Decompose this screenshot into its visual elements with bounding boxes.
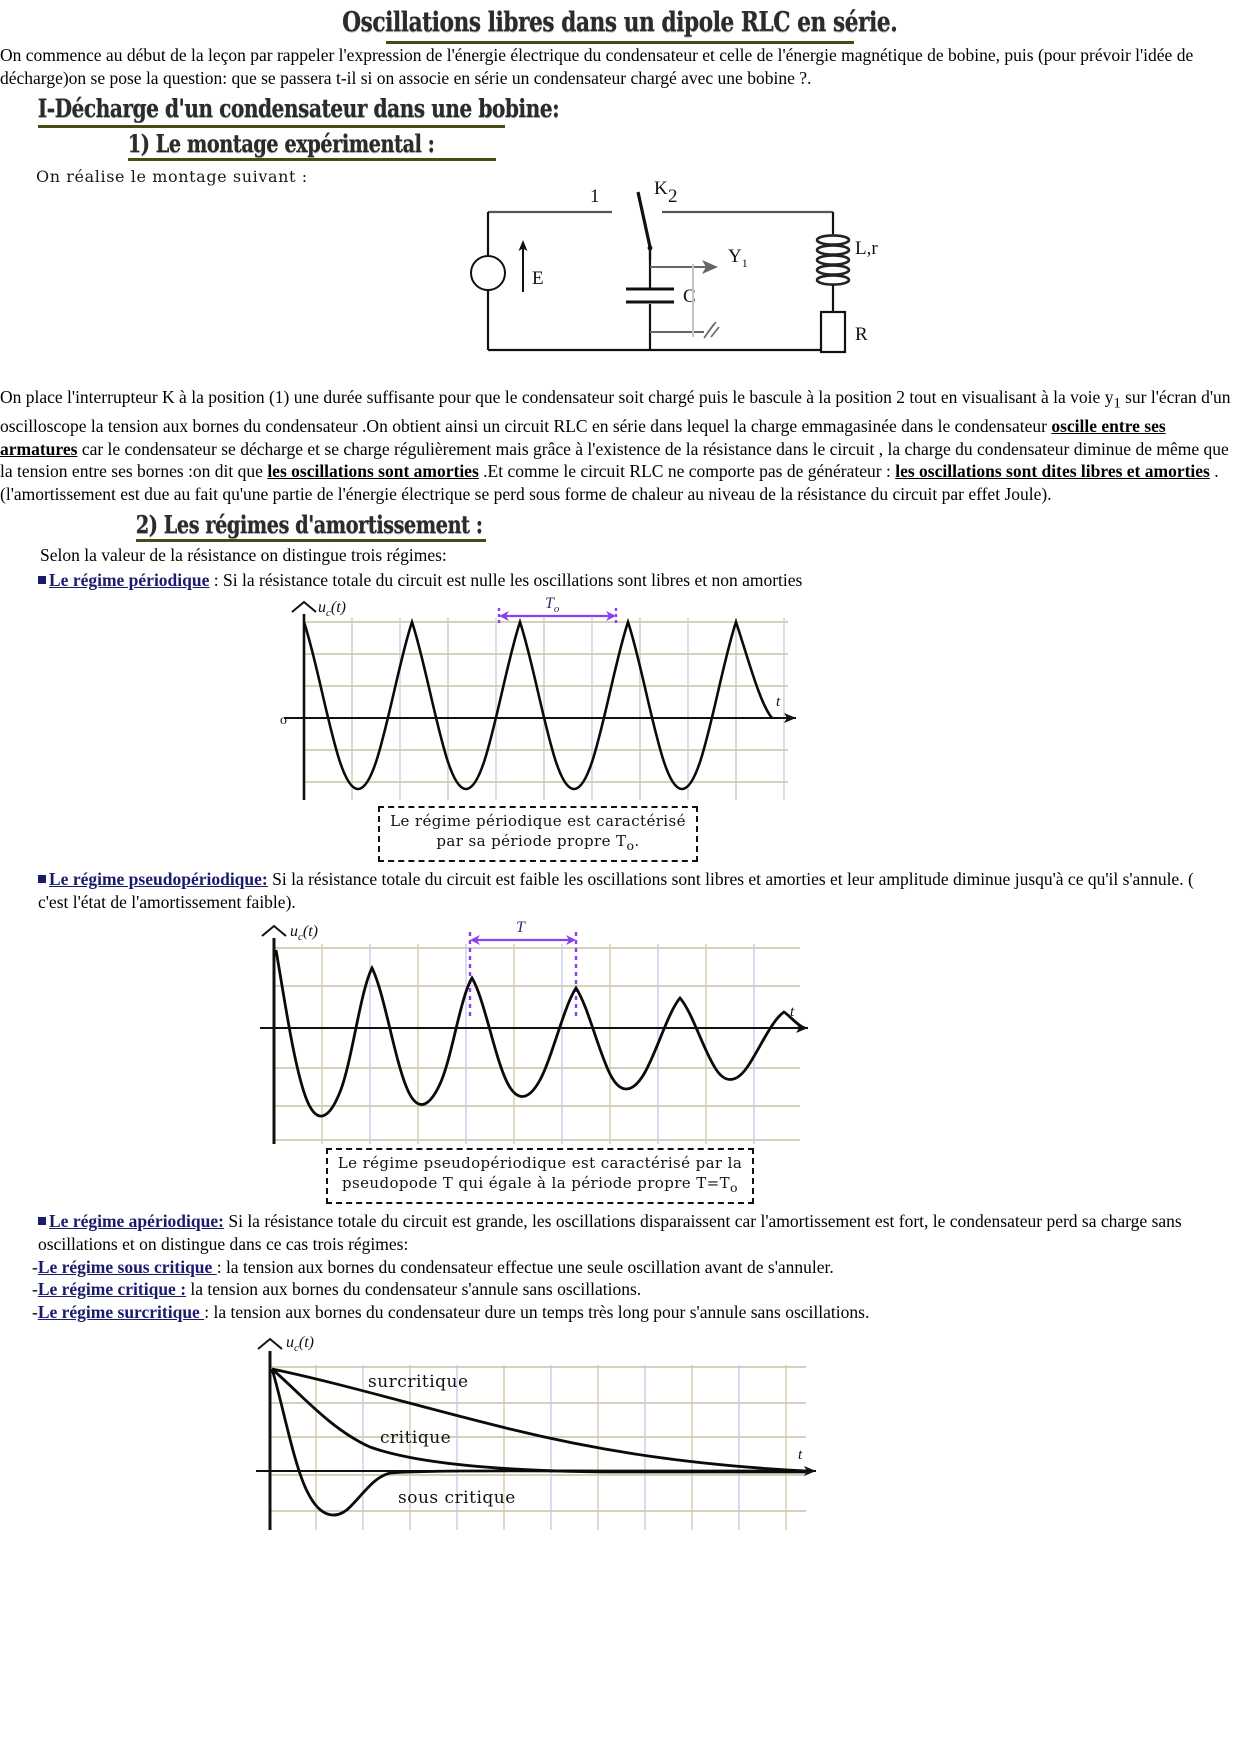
para-part-5: . (1209, 461, 1219, 481)
emph-oscillations-amorties: les oscillations sont amorties (267, 461, 479, 481)
graph2-period-annotation (470, 919, 576, 1020)
page-title: Oscillations libres dans un dipole RLC en série. (342, 7, 898, 38)
sous-critique-dash: - (32, 1256, 38, 1277)
para-part-3: car le condensateur se décharge et se charge régulièrement mais grâce à l'existence de la résistance dans le circuit , la charge du condensateur diminue de même que la tension entre ses bornes :on dit que (0, 438, 1229, 481)
critique-text: la tension aux bornes du condensateur s'annule sans oscillations. (190, 1279, 642, 1299)
inductor-coil (817, 212, 849, 312)
label-Lr: L,r (855, 238, 878, 259)
regime-periodique-row (38, 569, 1210, 592)
para-part-4: .Et comme le circuit RLC ne comporte pas de générateur : (478, 461, 896, 481)
emph-oscille-armatures: oscille entre ses armatures (0, 416, 1166, 459)
graph1-caption-line2-text: par sa période propre T (436, 831, 627, 850)
section-1-2-heading-block (136, 511, 1240, 542)
bullet-square-icon (38, 576, 46, 584)
sous-critique-text: la tension aux bornes du condensateur effectue une seule oscillation avant de s'annuler. (225, 1256, 834, 1277)
surcritique-sep: : (204, 1301, 214, 1322)
para-part-1: On place l'interrupteur K à la position (1) une durée suffisante pour que le condensateur soit chargé puis le bascule à la position 2 tout en visualisant à la voie y (0, 387, 1114, 407)
graph1-period-annotation (499, 595, 616, 626)
capacitor-symbol (626, 289, 674, 302)
section-1-1-heading-block (128, 130, 1240, 161)
sous-critique-name: Le régime sous critique (37, 1256, 217, 1277)
surcritique-name: Le régime surcritique (37, 1301, 205, 1322)
graph-periodique (268, 594, 808, 806)
critique-name: Le régime critique : (37, 1279, 187, 1299)
graph2-ylabel: $u_c(t)$ (290, 922, 318, 943)
label-position-1: 1 (590, 186, 600, 207)
y-subscript: 1 (1113, 395, 1121, 412)
sous-critique-row (32, 1256, 1210, 1279)
section-1-1-underline (128, 158, 496, 161)
regime-periodique-name: Le régime périodique (49, 569, 210, 590)
surcritique-dash: - (32, 1301, 38, 1322)
regime-aperiodique-row (38, 1210, 1210, 1256)
section-1-underline (38, 125, 505, 128)
graph-periodique-block (268, 594, 1240, 862)
title-block (0, 0, 1240, 44)
graph3-ylabel: $u_c(t)$ (286, 1334, 314, 1354)
bullet-square-icon-3 (38, 1217, 46, 1225)
main-explanation-paragraph (0, 386, 1240, 483)
critique-row (32, 1278, 1210, 1301)
graph1-caption-line2 (390, 831, 686, 856)
label-E: E (532, 268, 544, 289)
graph3-label-surcritique: surcritique (368, 1372, 469, 1392)
switch-K (638, 192, 652, 260)
graph1-ylabel: $u_c(t)$ (318, 598, 346, 619)
graph1-grid (304, 618, 788, 800)
graph2-caption-line1: Le régime pseudopériodique est caractérisé par la (337, 1153, 743, 1172)
joule-note-paragraph: (l'amortissement est due au fait qu'une partie de l'énergie électrique se perd sous forme de chaleur au niveau de la résistance du circuit par effet Joule). (0, 483, 1052, 504)
graph1-caption-sub: o (626, 837, 635, 853)
graph-aperiodique-block (250, 1325, 1240, 1540)
resistor-symbol (821, 312, 845, 352)
para-part-2: sur l'écran d'un oscilloscope la tension aux bornes du condensateur .On obtient ainsi un circuit RLC en série dans lequel la charge emmagasinée dans le condensateur (0, 387, 1231, 436)
section-1-2-underline (136, 539, 486, 542)
graph2-curve (276, 950, 804, 1116)
graph-pseudo-block (260, 916, 1240, 1204)
graph-pseudoperiodique (260, 916, 820, 1148)
regime-pseudo-text: Si la résistance totale du circuit est faible les oscillations sont libres et amorties et leur amplitude diminue jusqu'à ce qu'il s'annule. ( c'est l'état de l'amortissement faible). (38, 868, 1194, 912)
graph2-caption (326, 1148, 754, 1204)
graph1-caption-wrap (268, 806, 808, 862)
critique-dash: - (32, 1279, 38, 1299)
section-1-1-heading: 1) Le montage expérimental : (128, 129, 435, 158)
section-1-heading-block (38, 95, 1240, 128)
montage-lead-text: On réalise le montage suivant : (36, 167, 308, 186)
section-1-2-heading: 2) Les régimes d'amortissement : (136, 510, 483, 539)
graph1-caption-tail: . (634, 831, 640, 850)
surcritique-row (32, 1301, 1210, 1324)
intro-paragraph: On commence au début de la leçon par rappeler l'expression de l'énergie électrique du condensateur et celle de l'énergie magnétique de bobine, puis (pour prévoir l'idée de décharge)on se pose la question: que se passera t-il si on associe en série un condensateur chargé avec une bobine ?. (0, 45, 1194, 88)
graph2-caption-wrap (260, 1148, 820, 1204)
graph2-caption-line2 (338, 1173, 742, 1198)
label-C: C (683, 286, 696, 307)
regime-pseudo-row (38, 868, 1210, 914)
graph-aperiodique (250, 1325, 830, 1540)
graph3-label-sous-critique: sous critique (398, 1488, 516, 1508)
regime-pseudo-name: Le régime pseudopériodique: (49, 868, 268, 889)
surcritique-text: la tension aux bornes du condensateur dure un temps très long pour s'annule sans oscillations. (213, 1301, 870, 1322)
graph2-xlabel: t (790, 1003, 795, 1020)
graph3-curve-surcritique (272, 1369, 806, 1471)
circuit-diagram (440, 172, 890, 372)
circuit-svg (440, 172, 890, 372)
generator-symbol (471, 256, 505, 290)
graph3-xlabel: t (798, 1447, 803, 1463)
emf-arrow (519, 240, 528, 292)
label-Y1: $Y_1$ (728, 246, 748, 270)
bullet-square-icon-2 (38, 875, 46, 883)
regime-periodique-sep: : (209, 569, 224, 590)
graph2-caption-line2-text: pseudopode T qui égale à la période propre T=T (342, 1173, 730, 1192)
graph1-curve (304, 622, 772, 789)
graph3-curve-critique (272, 1369, 806, 1472)
regime-periodique-text: Si la résistance totale du circuit est nulle les oscillations sont libres et non amorties (223, 569, 803, 590)
regime-aperiodique-text: Si la résistance totale du circuit est grande, les oscillations disparaissent car l'amortissement est fort, le condensateur perd sa charge sans oscillations et on distingue dans ce cas trois régimes: (38, 1210, 1182, 1254)
graph1-origin-label: o (280, 712, 287, 728)
graph1-xlabel: t (776, 693, 781, 710)
label-R: R (855, 324, 868, 345)
label-K: K (654, 178, 668, 199)
graph1-caption-line1: Le régime périodique est caractérisé (390, 811, 686, 830)
label-position-2: 2 (668, 186, 678, 207)
graph1-period-label: $T_o$ (545, 594, 560, 615)
section-1-heading: I-Décharge d'un condensateur dans une bobine: (38, 94, 560, 123)
graph2-caption-sub: o (730, 1179, 738, 1195)
regimes-lead-text: Selon la valeur de la résistance on distingue trois régimes: (40, 545, 447, 565)
graph1-caption (378, 806, 698, 862)
graph3-label-critique: critique (380, 1428, 452, 1448)
emph-libres-amorties: les oscillations sont dites libres et amorties (895, 461, 1210, 481)
graph3-curve-sous-critique (272, 1369, 806, 1515)
sous-critique-sep: : (216, 1256, 226, 1277)
graph2-axes (260, 926, 808, 1144)
graph2-period-label: T (516, 918, 525, 936)
regime-aperiodique-name: Le régime apériodique: (49, 1210, 224, 1231)
